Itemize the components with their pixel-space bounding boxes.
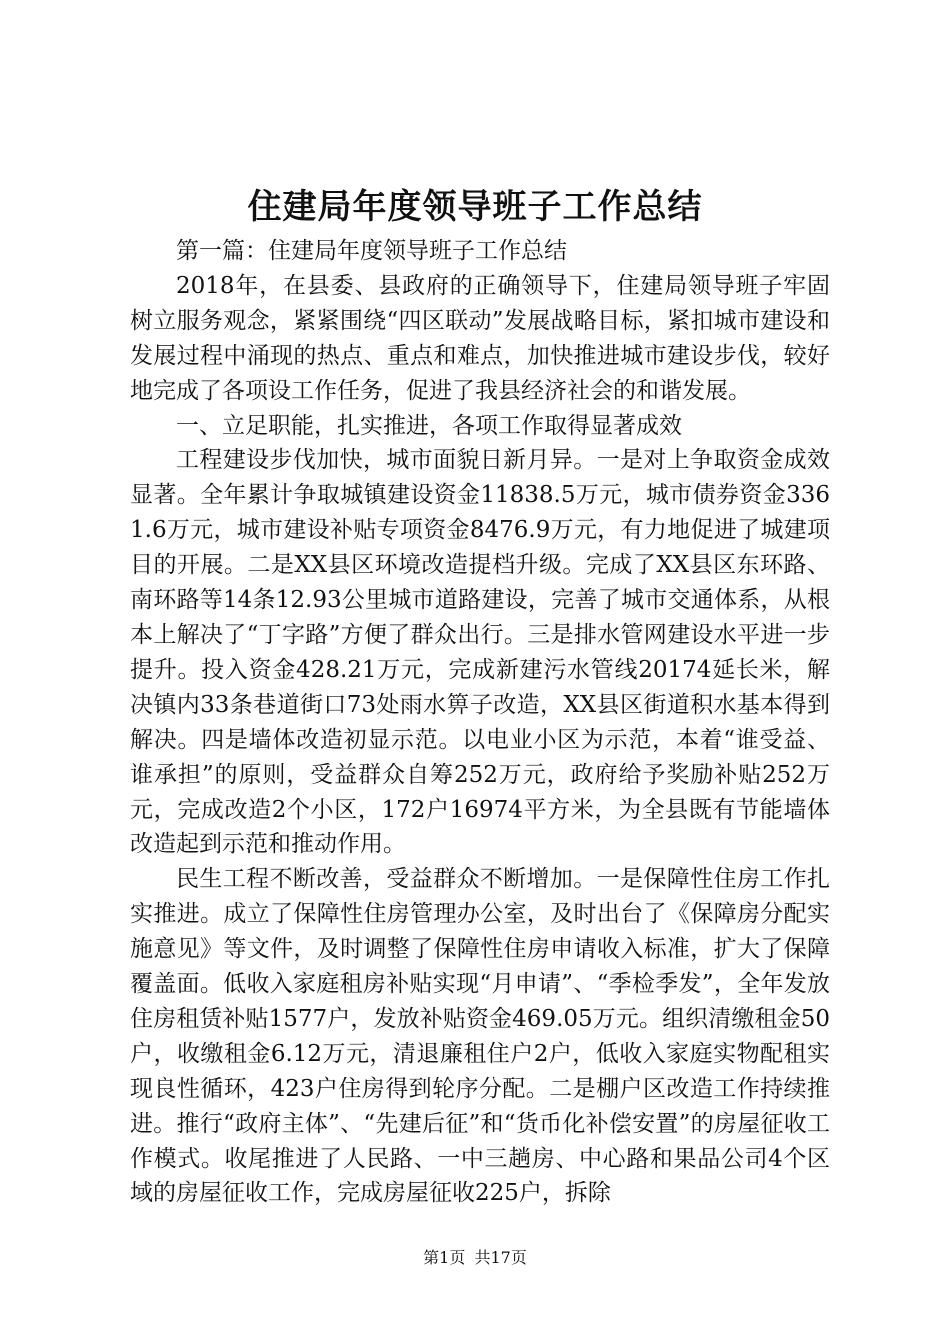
paragraph-intro: 2018年，在县委、县政府的正确领导下，住建局领导班子牢固树立服务观念，紧紧围绕“四区联动”发展战略目标，紧扣城市建设和发展过程中涌现的热点、重点和难点，加快推进城市建设步伐，较好地完成了各项设工作任务，促进了我县经济社会的和谐发展。 [130,272,830,404]
page-total: 共17页 [474,1248,527,1267]
paragraph-engineering: 工程建设步伐加快，城市面貌日新月异。一是对上争取资金成效显著。全年累计争取城镇建设资金11838.5万元，城市债券资金3361.6万元，城市建设补贴专项资金8476.9万元，有力地促进了城建项目的开展。二是XX县区环境改造提档升级。完成了XX县区东环路、南环路等14条12.93公里城市道路建设，完善了城市交通体系，从根本上解决了“丁字路”方便了群众出行。三是排水管网建设水平进一步提升。投入资金428.21万元，完成新建污水管线20174延长米，解决镇内33条巷道街口73处雨水箅子改造，XX县区街道积水基本得到解决。四是墙体改造初显示范。以电业小区为示范，本着“谁受益、谁承担”的原则，受益群众自筹252万元，政府给予奖励补贴252万元，完成改造2个小区，172户16974平方米，为全县既有节能墙体改造起到示范和推动作用。 [130,447,830,858]
page-number: 第1页 [423,1248,466,1267]
section-heading: 第一篇：住建局年度领导班子工作总结 [176,238,567,264]
document-title: 住建局年度领导班子工作总结 [247,187,703,227]
page-footer [0,1246,950,1270]
subsection-heading: 一、立足职能，扎实推进，各项工作取得显著成效 [176,412,682,439]
paragraph-livelihood: 民生工程不断改善，受益群众不断增加。一是保障性住房工作扎实推进。成立了保障性住房管理办公室，及时出台了《保障房分配实施意见》等文件，及时调整了保障性住房申请收入标准，扩大了保障覆盖面。低收入家庭租房补贴实现“月申请”、“季检季发”，全年发放住房租赁补贴1577户，发放补贴资金469.05万元。组织清缴租金50户，收缴租金6.12万元，清退廉租住户2户，低收入家庭实物配租实现良性循环，423户住房得到轮序分配。二是棚户区改造工作持续推进。推行“政府主体”、“先建后征”和“货币化补偿安置”的房屋征收工作模式。收尾推进了人民路、一中三趟房、中心路和果品公司4个区域的房屋征收工作，完成房屋征收225户，拆除 [130,866,830,1207]
document-body [130,234,830,1211]
